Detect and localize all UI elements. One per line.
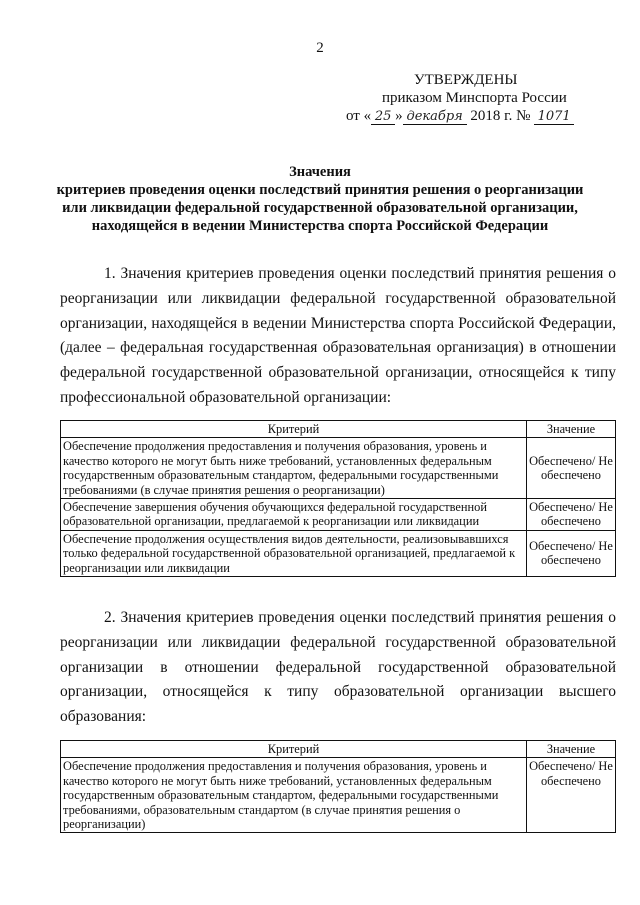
table-row: [61, 438, 616, 499]
document-title: [50, 163, 590, 235]
title-subject: критериев проведения оценки последствий принятия решения о реорганизации или ликвидации федеральной государственной образовательной организации, находящейся в ведении Министерства спорта Российской Федерации: [56, 182, 584, 234]
table-header-row: [61, 741, 616, 758]
section-1-paragraph: [60, 262, 616, 411]
criteria-table-2: [60, 740, 616, 833]
value-cell: Обеспечено/ Не обеспечено: [527, 530, 616, 576]
section-2-text: 2. Значения критериев проведения оценки последствий принятия решения о реорганизации или ликвидации федеральной государственной образовательной организации в отношении федеральной государственной образовательной организации, относящейся к типу образовательной организации высшего образования:: [60, 609, 616, 726]
page-number: 2: [316, 40, 324, 56]
table-header-row: [61, 421, 616, 438]
header-criterion: Критерий: [61, 741, 527, 758]
table-row: [61, 758, 616, 833]
approved-by-order: приказом Минспорта России: [382, 90, 567, 106]
title-word: Значения: [289, 164, 351, 180]
criteria-table-1: [60, 420, 616, 577]
handwritten-order-number: 1071: [534, 110, 574, 125]
order-date-line: [346, 108, 574, 125]
criterion-cell: Обеспечение завершения обучения обучающихся федеральной государственной образовательной организации, предлагаемой к реорганизации или ликвидации: [61, 499, 527, 531]
header-value: Значение: [527, 741, 616, 758]
header-criterion: Критерий: [61, 421, 527, 438]
date-separator: »: [395, 108, 403, 124]
year-and-number-label: 2018 г. №: [470, 108, 531, 124]
section-1-text: 1. Значения критериев проведения оценки последствий принятия решения о реорганизации или ликвидации федеральной государственной образовательной организации, находящейся в ведении Министерства спорта Российской Федерации, (далее – федеральная государственная образовательная организация) в отношении федеральной государственной образовательной организации, относящейся к типу профессиональной образовательной организации:: [60, 265, 616, 406]
value-cell: Обеспечено/ Не обеспечено: [527, 438, 616, 499]
table-row: [61, 530, 616, 576]
criterion-cell: Обеспечение продолжения предоставления и получения образования, уровень и качество которого не могут быть ниже требований, установленных федеральным государственным образовательным стандартом, федеральными государственными требованиями (в случае принятия решения о реорганизации): [61, 438, 527, 499]
date-prefix: от «: [346, 108, 372, 124]
handwritten-month: декабря: [403, 110, 467, 125]
value-cell: Обеспечено/ Не обеспечено: [527, 499, 616, 531]
value-cell: Обеспечено/ Не обеспечено: [527, 758, 616, 833]
handwritten-day: 25: [371, 110, 395, 125]
header-value: Значение: [527, 421, 616, 438]
section-2-paragraph: [60, 606, 616, 730]
table-row: [61, 499, 616, 531]
approved-heading: УТВЕРЖДЕНЫ: [414, 72, 518, 88]
criterion-cell: Обеспечение продолжения предоставления и получения образования, уровень и качество которого не могут быть ниже требований, установленных федеральным государственным образовательным стандартом, федеральными государственными требованиями, образовательным стандартом (в случае принятия решения о реорганизации): [61, 758, 527, 833]
criterion-cell: Обеспечение продолжения осуществления видов деятельности, реализовывавшихся только федеральной государственной образовательной организацией, предлагаемой к реорганизации или ликвидации: [61, 530, 527, 576]
